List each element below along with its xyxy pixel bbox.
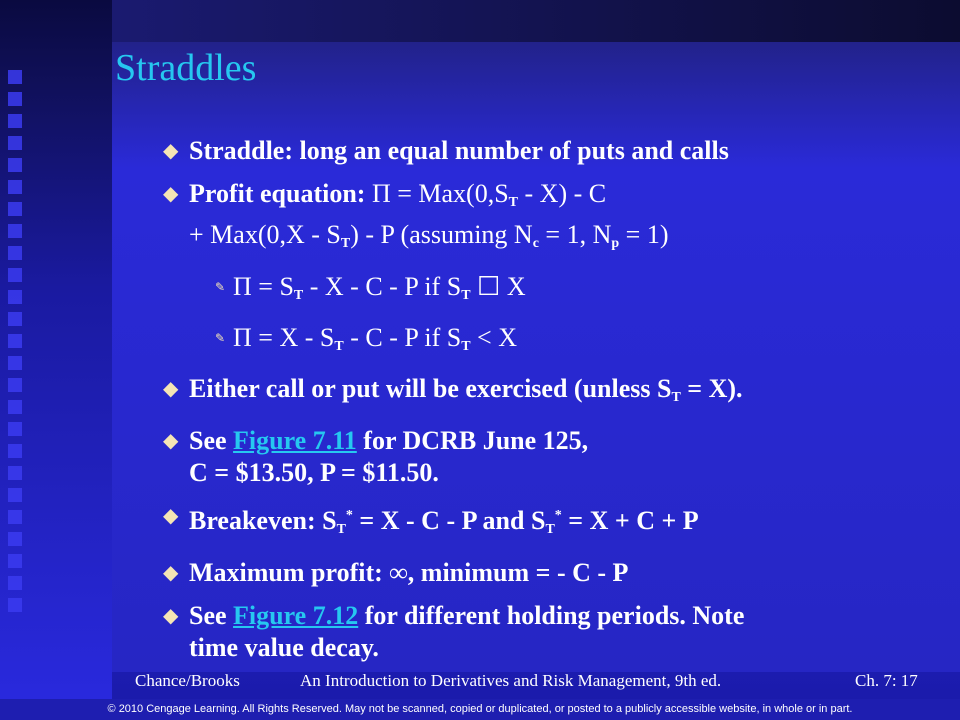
sub-bullet-st-greater: ✎ $\Pi = S_T - X - C - P$ if $S_T$ ☐ X <box>215 272 526 303</box>
bullet-figure-7-12: ◆ See Figure 7.12 for different holding periods. Note time value decay. <box>163 601 745 662</box>
footer-book-title: An Introduction to Derivatives and Risk Management, 9th ed. <box>300 671 722 690</box>
bullet-list <box>163 135 943 675</box>
bullet-breakeven: ◆ Breakeven: $S_T^* = X - C - P$ and $S_T^* = X + C + P$ <box>163 500 943 546</box>
bullet-diamond-icon: ◆ <box>163 140 179 162</box>
bullet-diamond-icon: ◆ <box>163 183 179 205</box>
bullet-maximum-profit: ◆ Maximum profit: ∞, minimum = - C - P <box>163 558 629 587</box>
footer-authors: Chance/Brooks <box>135 671 240 690</box>
figure-7-11-link[interactable]: Figure 7.11 <box>233 426 357 455</box>
bullet-diamond-icon: ◆ <box>163 378 179 400</box>
bullet-profit-equation: ◆ Profit equation: $\Pi = Max(0,S_T - X) - C$ + $Max(0,X - S_T)$ - P (assuming $N_c = 1$, $N_p = 1$) <box>163 179 669 251</box>
decorative-squares <box>8 70 30 620</box>
bullet-exercise: ◆ Either call or put will be exercised (unless $S_T = X$). <box>163 374 743 405</box>
bullet-diamond-icon: ◆ <box>163 430 179 452</box>
bullet-diamond-icon: ◆ <box>163 605 179 627</box>
bullet-figure-7-11: ◆ See Figure 7.11 for DCRB June 125, C = $13.50, P = $11.50. <box>163 426 589 487</box>
footer-page-number: Ch. 7: 17 <box>855 671 918 690</box>
sub-bullet-icon: ✎ <box>215 331 226 345</box>
slide-title: Straddles <box>115 47 257 89</box>
copyright-notice: © 2010 Cengage Learning. All Rights Reserved. May not be scanned, copied or duplicated, or posted to a publicly accessible website, in whole or in part. <box>0 699 960 720</box>
figure-7-12-link[interactable]: Figure 7.12 <box>233 601 359 630</box>
top-band <box>112 0 960 42</box>
sub-bullet-st-less: ✎ $\Pi = X - S_T - C - P$ if $S_T < X$ <box>215 323 517 354</box>
sub-bullet-icon: ✎ <box>215 280 226 294</box>
bullet-diamond-icon: ◆ <box>163 562 179 584</box>
missing-glyph-icon: ☐ <box>477 272 501 301</box>
slide-footer <box>0 665 960 697</box>
bullet-diamond-icon: ◆ <box>163 505 179 527</box>
left-decorative-strip <box>0 0 112 720</box>
bullet-straddle: ◆ Straddle: long an equal number of puts and calls <box>163 136 729 165</box>
